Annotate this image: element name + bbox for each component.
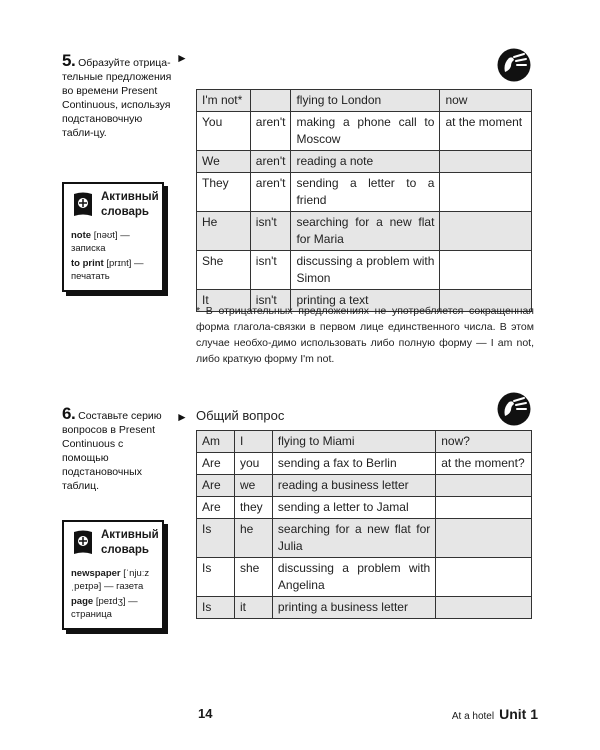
dictionary-icon	[71, 529, 95, 557]
table-cell	[440, 151, 532, 173]
vocab-translation: [nəʊt] — записка	[71, 230, 130, 254]
table-cell: printing a text	[291, 290, 440, 312]
table-cell: you	[234, 453, 272, 475]
table-cell: isn't	[250, 251, 291, 290]
footnote: * В отрицательных предложениях не употребляется сокращенная форма глагола-связки в первом лице единственного числа. В этом случае необхо-димо использовать либо полную форму — I am not, либо краткую форму I'm not.	[196, 305, 534, 365]
table-cell: she	[234, 558, 272, 597]
table-row	[197, 173, 532, 212]
table-cell: reading a note	[291, 151, 440, 173]
table-cell: aren't	[250, 173, 291, 212]
table-cell: I'm not*	[197, 90, 251, 112]
table-cell: aren't	[250, 112, 291, 151]
instruction-text: Составьте серию вопросов в Present Continuous с помощью подстановочных таблиц.	[62, 410, 162, 492]
table-cell: now	[440, 90, 532, 112]
page-number: 14	[198, 706, 213, 721]
table-row	[197, 597, 532, 619]
table-cell: at the moment?	[436, 453, 532, 475]
table-cell: We	[197, 151, 251, 173]
vocab-translation: [prɪnt] — печатать	[71, 258, 144, 282]
table-cell: it	[234, 597, 272, 619]
table-cell: Is	[197, 558, 235, 597]
table-cell: we	[234, 475, 272, 497]
table-cell: She	[197, 251, 251, 290]
table-cell: sending a letter to a friend	[291, 173, 440, 212]
vocab-title-line1: Активный	[101, 529, 159, 541]
speaking-exercise-icon	[497, 392, 531, 426]
table-cell	[436, 558, 532, 597]
table-row	[197, 453, 532, 475]
vocab-word: page	[71, 596, 94, 607]
vocab-translation: [peɪdʒ] — страница	[71, 596, 138, 620]
table-row	[197, 151, 532, 173]
instruction-text: Образуйте отрица-тельные предложения во времени Present Continuous, используя подстановочную табли-цу.	[62, 57, 172, 139]
vocab-entry	[71, 258, 155, 283]
vocab-entry	[71, 596, 155, 621]
vocab-entry	[71, 230, 155, 255]
table-cell: he	[234, 519, 272, 558]
table-cell: Are	[197, 497, 235, 519]
table-cell: aren't	[250, 151, 291, 173]
table-cell	[436, 597, 532, 619]
table-cell: searching for a new flat for Maria	[291, 212, 440, 251]
table-cell: isn't	[250, 212, 291, 251]
table-cell: You	[197, 112, 251, 151]
table-cell: at the moment	[440, 112, 532, 151]
vocabulary-box	[62, 182, 164, 292]
table-cell: sending a fax to Berlin	[272, 453, 435, 475]
exercise-6-instruction	[62, 404, 172, 493]
exercise-number: 6.	[62, 404, 76, 423]
exercise-number: 5.	[62, 51, 76, 70]
vocab-word: note	[71, 230, 92, 241]
table-row	[197, 212, 532, 251]
table-row	[197, 90, 532, 112]
table-cell: printing a business letter	[272, 597, 435, 619]
section-title: At a hotel	[451, 711, 495, 722]
table-row	[197, 431, 532, 453]
table-cell: Is	[197, 597, 235, 619]
vocab-title-line2: словарь	[101, 544, 149, 556]
table-cell: Are	[197, 453, 235, 475]
table-label: Общий вопрос	[196, 408, 285, 423]
table-cell: now?	[436, 431, 532, 453]
table-cell: Am	[197, 431, 235, 453]
dictionary-icon	[71, 191, 95, 219]
table-cell	[436, 519, 532, 558]
table-cell: They	[197, 173, 251, 212]
table-cell	[440, 212, 532, 251]
table-cell	[436, 475, 532, 497]
table-row	[197, 112, 532, 151]
table-row	[197, 475, 532, 497]
exercise-5-instruction	[62, 51, 172, 140]
table-row	[197, 519, 532, 558]
table-cell: making a phone call to Moscow	[291, 112, 440, 151]
speaking-exercise-icon	[497, 48, 531, 82]
vocab-word: newspaper	[71, 568, 121, 579]
table-row	[197, 558, 532, 597]
table-cell: searching for a new flat for Julia	[272, 519, 435, 558]
table-cell: discussing a problem with Simon	[291, 251, 440, 290]
table-cell: sending a letter to Jamal	[272, 497, 435, 519]
vocab-entry	[71, 568, 155, 593]
table-cell: flying to Miami	[272, 431, 435, 453]
table-cell: Is	[197, 519, 235, 558]
vocab-translation: [ˈnjuːzˌpeɪpə] — газета	[71, 568, 150, 592]
table-cell: isn't	[250, 290, 291, 312]
vocab-word: to print	[71, 258, 104, 269]
substitution-table-question	[196, 430, 532, 619]
running-footer	[452, 706, 538, 722]
table-row	[197, 497, 532, 519]
table-cell: they	[234, 497, 272, 519]
table-cell: Are	[197, 475, 235, 497]
table-cell: It	[197, 290, 251, 312]
pointer-arrow: ►	[176, 410, 188, 424]
pointer-arrow: ►	[176, 51, 188, 65]
table-cell: discussing a problem with Angelina	[272, 558, 435, 597]
table-cell: I	[234, 431, 272, 453]
table-cell	[250, 90, 291, 112]
table-cell	[440, 251, 532, 290]
table-cell: He	[197, 212, 251, 251]
unit-label: Unit 1	[499, 706, 538, 722]
vocab-title-line2: словарь	[101, 206, 149, 218]
table-cell	[440, 173, 532, 212]
vocab-title-line1: Активный	[101, 191, 159, 203]
table-row	[197, 251, 532, 290]
table-cell: reading a business letter	[272, 475, 435, 497]
substitution-table-negative	[196, 89, 532, 312]
vocabulary-box	[62, 520, 164, 630]
table-cell: flying to London	[291, 90, 440, 112]
table-cell	[436, 497, 532, 519]
